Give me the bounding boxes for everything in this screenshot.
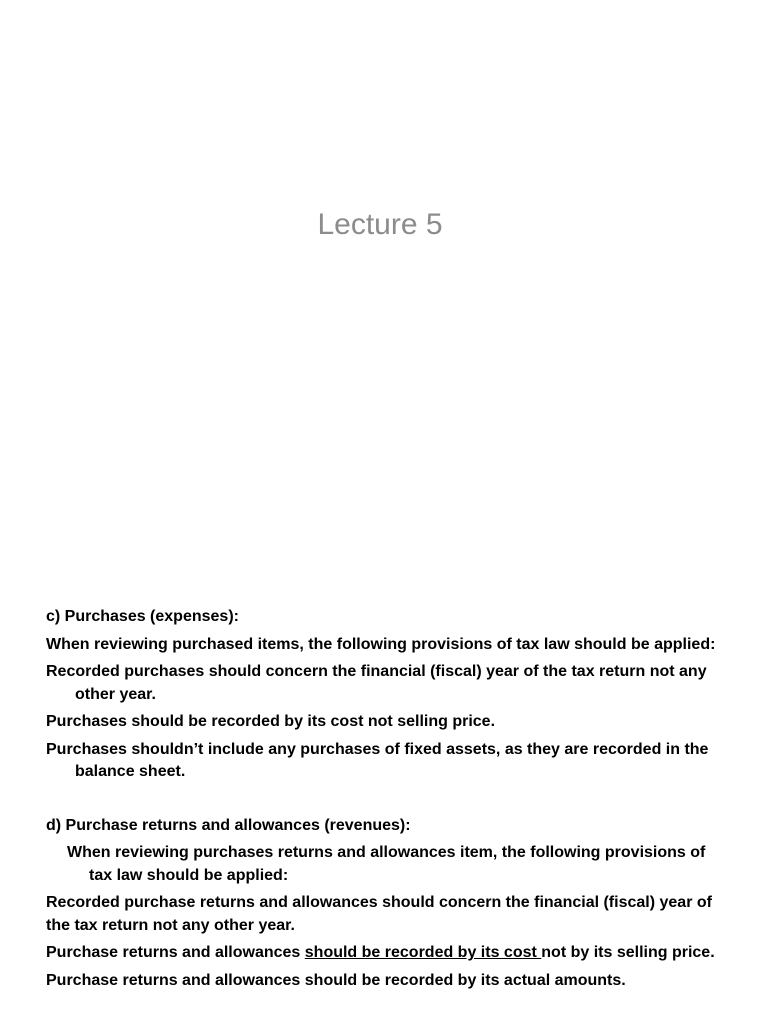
section-c-item-1: Recorded purchases should concern the financial (fiscal) year of the tax return not any other year. <box>46 663 707 703</box>
section-d-intro: When reviewing purchases returns and allowances item, the following provisions of tax law should be applied: <box>67 844 706 884</box>
section-d-item-3: Purchase returns and allowances should be recorded by its actual amounts. <box>46 971 626 989</box>
section-c-intro: When reviewing purchased items, the following provisions of tax law should be applied: <box>46 635 716 653</box>
section-d-heading: d) Purchase returns and allowances (revenues): <box>46 816 411 834</box>
section-c-heading: c) Purchases (expenses): <box>46 608 239 625</box>
section-d-item-2-underlined: should be recorded by its cost <box>304 944 542 961</box>
section-d-item-2 <box>46 942 726 965</box>
section-c-item-3: Purchases shouldn’t include any purchases of fixed assets, as they are recorded in the balance sheet. <box>46 740 709 780</box>
slide-body <box>46 606 726 997</box>
section-d-item-2-text: Purchase returns and allowances <box>46 944 305 961</box>
section-spacer <box>46 789 726 815</box>
slide-title: Lecture 5 <box>317 208 443 241</box>
section-c-item-2: Purchases should be recorded by its cost not selling price. <box>46 713 496 730</box>
section-d-item-1: Recorded purchase returns and allowances should concern the financial (fiscal) year of the tax return not any other year. <box>46 894 712 934</box>
section-d-item-2-rest: not by its selling price. <box>541 944 715 961</box>
